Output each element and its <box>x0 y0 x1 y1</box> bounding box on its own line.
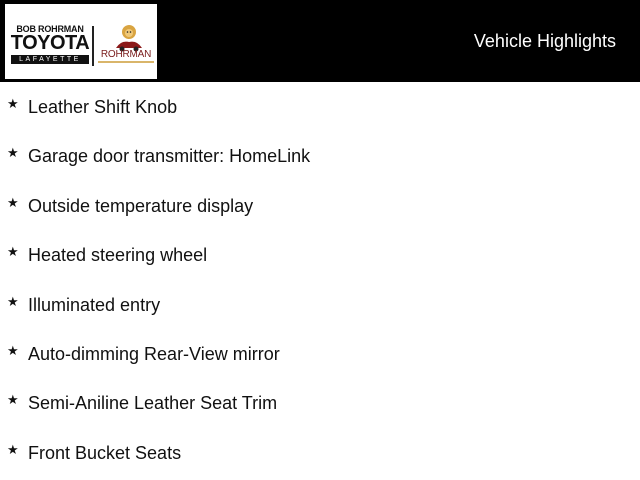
logo-line-1: BOB ROHRMAN <box>16 24 84 34</box>
highlight-label: Semi-Aniline Leather Seat Trim <box>28 393 278 413</box>
star-icon: ★ <box>7 245 19 260</box>
highlight-label: Heated steering wheel <box>28 245 208 265</box>
star-icon: ★ <box>7 393 19 408</box>
star-icon: ★ <box>7 146 19 161</box>
header-bar <box>0 0 640 82</box>
logo-rohrman-label: ROHRMAN <box>100 49 152 60</box>
list-item <box>0 195 640 219</box>
list-item <box>0 145 640 169</box>
highlight-label: Front Bucket Seats <box>28 443 182 463</box>
star-icon: ★ <box>7 295 19 310</box>
page-title: Vehicle Highlights <box>473 31 616 51</box>
list-item <box>0 96 640 120</box>
list-item <box>0 442 640 466</box>
lion-mascot-icon <box>113 22 145 52</box>
list-item <box>0 244 640 268</box>
dealer-logo[interactable] <box>5 4 157 79</box>
highlight-label: Outside temperature display <box>28 196 254 216</box>
logo-rohrman-text <box>95 49 157 63</box>
logo-wordmark <box>8 24 92 64</box>
highlight-label: Illuminated entry <box>28 295 161 315</box>
list-item <box>0 294 640 318</box>
list-item <box>0 343 640 367</box>
logo-line-3: LAFAYETTE <box>11 55 89 64</box>
star-icon: ★ <box>7 344 19 359</box>
logo-underline <box>98 61 154 63</box>
star-icon: ★ <box>7 443 19 458</box>
logo-divider <box>92 26 94 66</box>
highlight-label: Leather Shift Knob <box>28 97 178 117</box>
highlight-label: Auto-dimming Rear-View mirror <box>28 344 280 364</box>
star-icon: ★ <box>7 196 19 211</box>
highlight-label: Garage door transmitter: HomeLink <box>28 146 311 166</box>
logo-line-2: TOYOTA <box>10 32 90 54</box>
star-icon: ★ <box>7 97 19 112</box>
list-item <box>0 392 640 416</box>
